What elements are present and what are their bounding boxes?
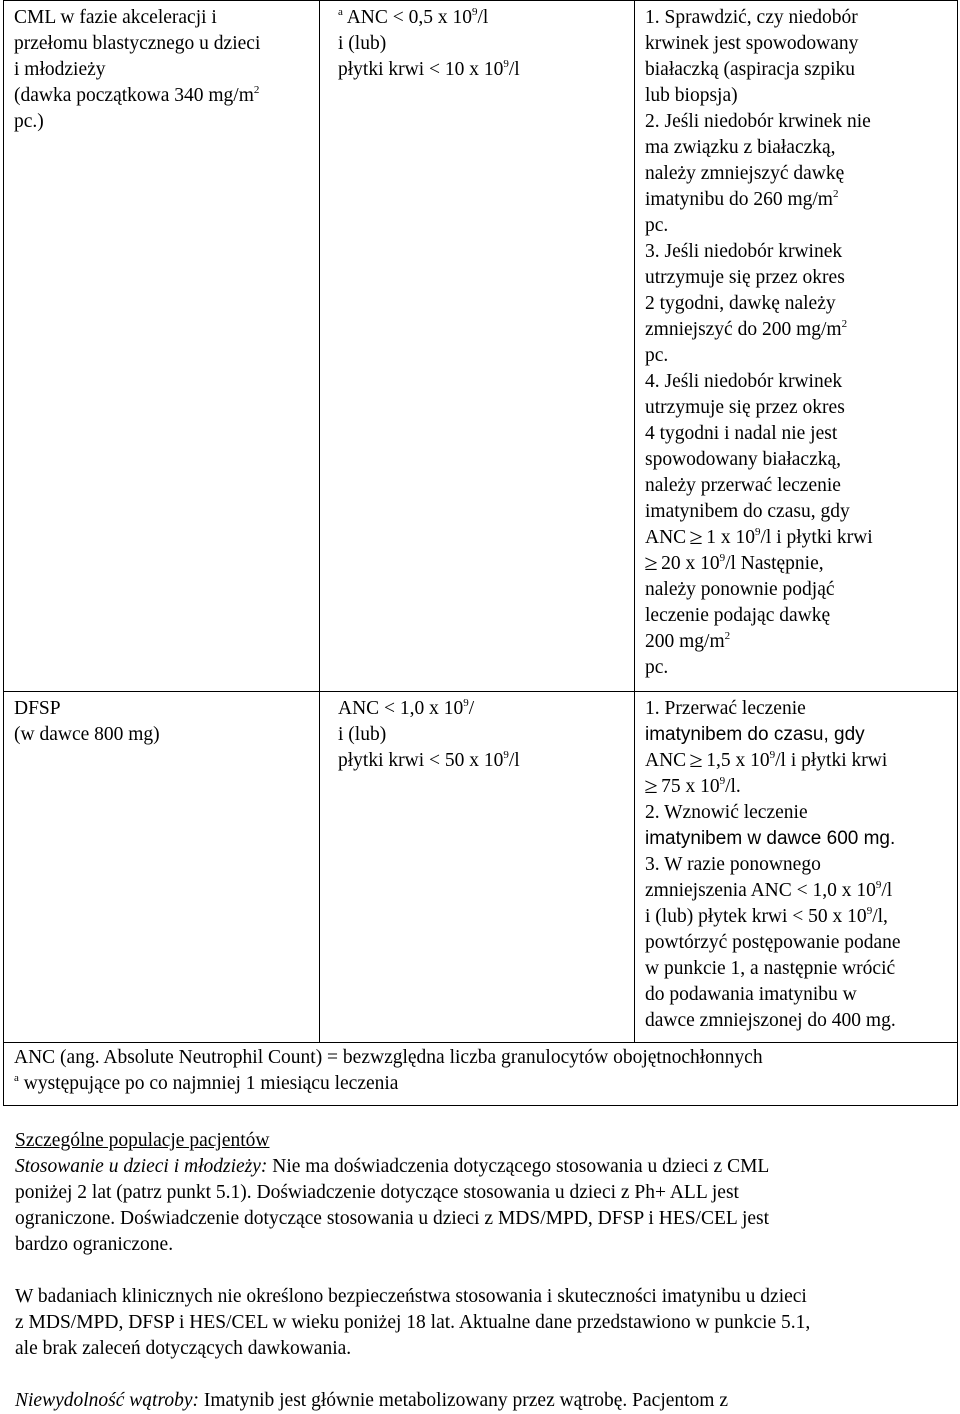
paragraph-label: Niewydolność wątroby: [15, 1390, 199, 1411]
action-line: i (lub) płytek krwi < 50 x 10 [645, 906, 867, 927]
greater-equal-icon: ≥ [689, 524, 703, 549]
paragraph-line: ograniczone. Doświadczenie dotyczące stosowania u dzieci z MDS/MPD, DFSP i HES/CEL jest [15, 1208, 770, 1229]
paragraph-line: ale brak zaleceń dotyczących dawkowania. [15, 1338, 352, 1359]
threshold-line-end: /l [508, 750, 520, 771]
action-line: utrzymuje się przez okres [645, 267, 845, 288]
dose-adjustment-table [3, 0, 958, 1106]
action-line: imatynibem w dawce 600 mg. [645, 828, 896, 849]
hepatic-impairment-paragraph [15, 1388, 945, 1414]
action-line: 2 tygodni, dawkę należy [645, 293, 836, 314]
action-line: /l Następnie, [725, 553, 824, 574]
threshold-line: płytki krwi < 50 x 10 [338, 750, 504, 771]
threshold-cell [320, 692, 635, 1043]
paragraph-line: W badaniach klinicznych nie określono bezpieczeństwa stosowania i skuteczności imatynibu u dzieci [15, 1286, 807, 1307]
action-line: 3. W razie ponownego [645, 854, 821, 875]
threshold-line-end: / [468, 698, 475, 719]
action-line: ma związku z białaczką, [645, 137, 836, 158]
action-line: ANC [645, 750, 687, 771]
action-line: 2. Wznowić leczenie [645, 802, 808, 823]
superscript: 2 [832, 188, 839, 200]
action-line: leczenie podając dawkę [645, 605, 831, 626]
action-line: 20 x 10 [661, 553, 720, 574]
superscript: 2 [724, 630, 731, 642]
action-line: 3. Jeśli niedobór krwinek [645, 241, 843, 262]
action-line: 2. Jeśli niedobór krwinek nie [645, 111, 871, 132]
clinical-studies-paragraph [15, 1284, 945, 1362]
action-line: do podawania imatynibu w [645, 984, 857, 1005]
threshold-line: ANC < 1,0 x 10 [338, 698, 464, 719]
threshold-line: i (lub) [338, 33, 387, 54]
indication-line: CML w fazie akceleracji i [14, 7, 217, 28]
action-line: /l. [725, 776, 741, 797]
superscript: 9 [503, 58, 509, 70]
action-line: białaczką (aspiracja szpiku [645, 59, 856, 80]
superscript: 9 [503, 749, 509, 761]
greater-equal-icon: ≥ [644, 550, 658, 575]
section-heading: Szczególne populacje pacjentów [15, 1130, 270, 1151]
action-line: imatynibu do 260 mg/m [645, 189, 833, 210]
footnote-marker: a [338, 6, 343, 18]
action-cell [635, 1, 958, 692]
action-line: dawce zmniejszonej do 400 mg. [645, 1010, 896, 1031]
action-line: /l, [872, 906, 888, 927]
action-line: krwinek jest spowodowany [645, 33, 859, 54]
action-line: należy zmniejszyć dawkę [645, 163, 845, 184]
table-row [4, 692, 958, 1043]
action-cell [635, 692, 958, 1043]
greater-equal-icon: ≥ [644, 773, 658, 798]
superscript: 2 [841, 318, 848, 330]
table-row [4, 1, 958, 692]
action-line: 75 x 10 [661, 776, 720, 797]
indication-line: (dawka początkowa 340 mg/m [14, 85, 254, 106]
table-footnote-row [4, 1043, 958, 1106]
threshold-line-end: /l [508, 59, 520, 80]
superscript: 9 [866, 905, 873, 917]
indication-cell [4, 692, 320, 1043]
action-line: należy przerwać leczenie [645, 475, 841, 496]
action-line: 1 x 10 [706, 527, 755, 548]
threshold-line-end: /l [477, 7, 489, 28]
action-line: 1,5 x 10 [706, 750, 770, 771]
superscript: 2 [253, 84, 260, 96]
action-line: /l i płytki krwi [775, 750, 888, 771]
indication-line: i młodzieży [14, 59, 106, 80]
paragraph-text: Imatynib jest głównie metabolizowany przez wątrobę. Pacjentom z [198, 1390, 729, 1411]
threshold-line: ANC < 0,5 x 10 [346, 7, 472, 28]
indication-line: (w dawce 800 mg) [14, 724, 160, 745]
paragraph-line: bardzo ograniczone. [15, 1234, 174, 1255]
action-line: /l [881, 880, 893, 901]
action-line: powtórzyć postępowanie podane [645, 932, 901, 953]
threshold-cell [320, 1, 635, 692]
action-line: 200 mg/m [645, 631, 725, 652]
superscript: 9 [755, 526, 761, 538]
special-populations-section [15, 1128, 945, 1258]
action-line: 4 tygodni i nadal nie jest [645, 423, 838, 444]
superscript: 9 [463, 697, 469, 709]
action-line: zmniejszyć do 200 mg/m [645, 319, 842, 340]
action-line: spowodowany białaczką, [645, 449, 842, 470]
superscript: 9 [719, 552, 726, 564]
superscript: 9 [875, 879, 882, 891]
action-line: utrzymuje się przez okres [645, 397, 845, 418]
action-line: pc. [645, 657, 669, 678]
threshold-line: i (lub) [338, 724, 387, 745]
action-line: lub biopsja) [645, 85, 738, 106]
indication-line: pc.) [14, 111, 44, 132]
action-line: imatynibem do czasu, gdy [645, 724, 865, 745]
action-line: ANC [645, 527, 687, 548]
action-line: /l i płytki krwi [760, 527, 873, 548]
action-line: pc. [645, 345, 669, 366]
action-line: zmniejszenia ANC < 1,0 x 10 [645, 880, 876, 901]
action-line: 4. Jeśli niedobór krwinek [645, 371, 843, 392]
paragraph-text: Nie ma doświadczenia dotyczącego stosowania u dzieci z CML [267, 1156, 770, 1177]
superscript: 9 [472, 6, 478, 18]
greater-equal-icon: ≥ [689, 747, 703, 772]
paragraph-line: z MDS/MPD, DFSP i HES/CEL w wieku poniżej 18 lat. Aktualne dane przedstawiono w punkcie 5.1, [15, 1312, 811, 1333]
action-line: 1. Sprawdzić, czy niedobór [645, 7, 858, 28]
paragraph-label: Stosowanie u dzieci i młodzieży: [15, 1156, 268, 1177]
indication-line: DFSP [14, 698, 61, 719]
action-line: 1. Przerwać leczenie [645, 698, 806, 719]
indication-line: przełomu blastycznego u dzieci [14, 33, 261, 54]
footnote-anc: ANC (ang. Absolute Neutrophil Count) = bezwzględna liczba granulocytów obojętnochłonnych [14, 1047, 763, 1068]
superscript: 9 [719, 775, 726, 787]
indication-cell [4, 1, 320, 692]
paragraph-line: poniżej 2 lat (patrz punkt 5.1). Doświadczenie dotyczące stosowania u dzieci z Ph+ ALL jest [15, 1182, 739, 1203]
footnote-a: występujące po co najmniej 1 miesiącu leczenia [18, 1073, 399, 1094]
action-line: należy ponownie podjąć [645, 579, 835, 600]
threshold-line: płytki krwi < 10 x 10 [338, 59, 504, 80]
action-line: w punkcie 1, a następnie wrócić [645, 958, 896, 979]
footnote-marker: a [14, 1072, 19, 1084]
footnote-cell [4, 1043, 958, 1106]
action-line: pc. [645, 215, 669, 236]
superscript: 9 [769, 749, 776, 761]
action-line: imatynibem do czasu, gdy [645, 501, 850, 522]
